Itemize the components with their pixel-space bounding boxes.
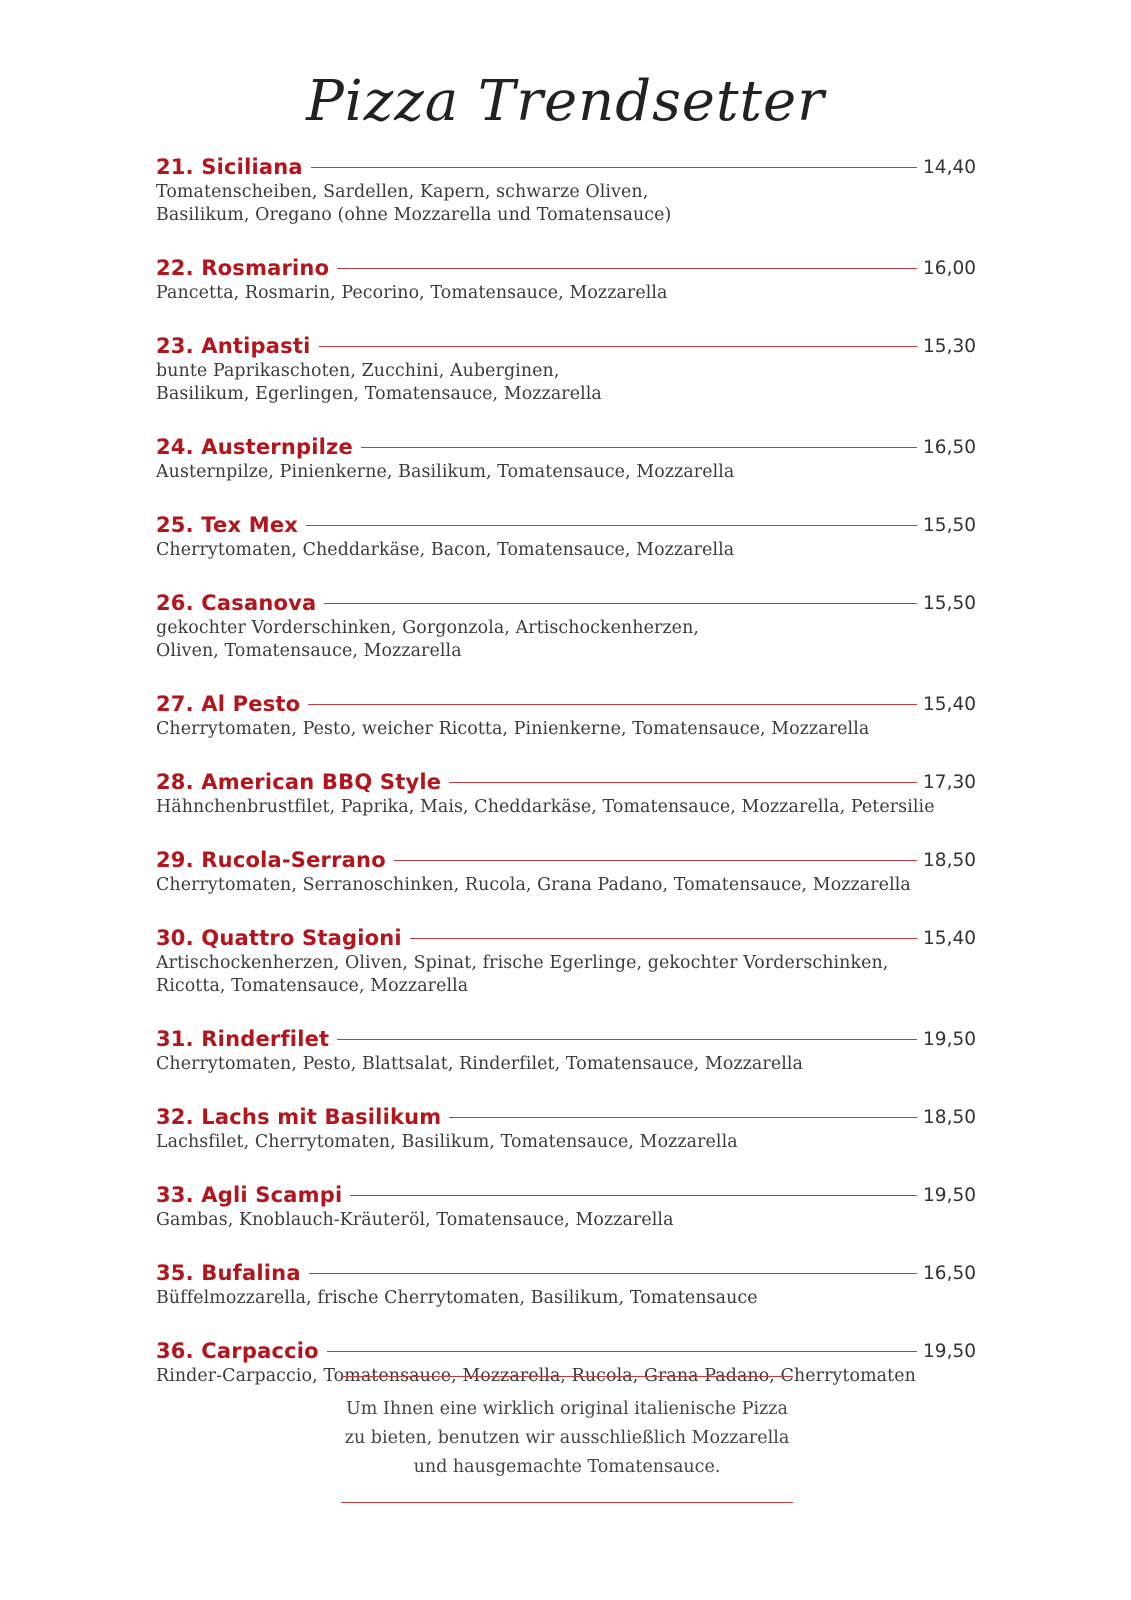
ingredients-line: Hähnchenbrustfilet, Paprika, Mais, Cheddarkäse, Tomatensauce, Mozzarella, Petersilie [156, 797, 935, 817]
menu-item [156, 253, 976, 305]
ingredients-line: Basilikum, Egerlingen, Tomatensauce, Mozzarella [156, 384, 602, 404]
pizza-ingredients [156, 461, 976, 484]
pizza-name: 22. Rosmarino [156, 256, 330, 280]
menu-item [156, 510, 976, 562]
dotted-leader-rule [449, 1117, 917, 1118]
ingredients-line: Büffelmozzarella, frische Cherrytomaten, Basilikum, Tomatensauce [156, 1288, 758, 1308]
dotted-leader-rule [308, 704, 917, 705]
pizza-price: 16,50 [923, 1262, 976, 1284]
pizza-name: 29. Rucola-Serrano [156, 848, 386, 872]
pizza-price: 16,00 [923, 257, 976, 279]
menu-item-header [156, 1258, 976, 1288]
ingredients-line: Lachsfilet, Cherrytomaten, Basilikum, Tomatensauce, Mozzarella [156, 1132, 738, 1152]
pizza-name: 24. Austernpilze [156, 435, 353, 459]
pizza-name: 32. Lachs mit Basilikum [156, 1105, 442, 1129]
ingredients-line: Basilikum, Oregano (ohne Mozzarella und Tomatensauce) [156, 205, 672, 225]
pizza-price: 18,50 [923, 1106, 976, 1128]
ingredients-line: Artischockenherzen, Oliven, Spinat, frische Egerlinge, gekochter Vorderschinken, [156, 953, 889, 973]
pizza-ingredients [156, 539, 976, 562]
menu-item [156, 432, 976, 484]
dotted-leader-rule [327, 1351, 917, 1352]
menu-item [156, 588, 976, 663]
dotted-leader-rule [350, 1195, 917, 1196]
menu-item-header [156, 1102, 976, 1132]
dotted-leader-rule [306, 525, 917, 526]
menu-item [156, 689, 976, 741]
note-line: und hausgemachte Tomatensauce. [413, 1457, 721, 1477]
pizza-ingredients [156, 718, 976, 741]
footer-note [341, 1376, 793, 1503]
menu-item-header [156, 923, 976, 953]
menu-list [156, 152, 976, 1414]
menu-item [156, 767, 976, 819]
pizza-name: 31. Rinderfilet [156, 1027, 330, 1051]
menu-item-header [156, 689, 976, 719]
menu-item [156, 1102, 976, 1154]
ingredients-line: Cherrytomaten, Pesto, Blattsalat, Rinderfilet, Tomatensauce, Mozzarella [156, 1054, 804, 1074]
pizza-ingredients [156, 874, 976, 897]
pizza-name: 26. Casanova [156, 591, 317, 615]
pizza-ingredients [156, 282, 976, 305]
menu-item-header [156, 1180, 976, 1210]
dotted-leader-rule [410, 938, 917, 939]
menu-item [156, 845, 976, 897]
menu-item-header [156, 845, 976, 875]
pizza-name: 35. Bufalina [156, 1261, 301, 1285]
pizza-ingredients [156, 1209, 976, 1232]
ingredients-line: Oliven, Tomatensauce, Mozzarella [156, 641, 462, 661]
pizza-price: 18,50 [923, 849, 976, 871]
pizza-price: 17,30 [923, 771, 976, 793]
ingredients-line: Ricotta, Tomatensauce, Mozzarella [156, 976, 469, 996]
pizza-ingredients [156, 952, 976, 998]
menu-item-header [156, 1336, 976, 1366]
pizza-name: 21. Siciliana [156, 155, 303, 179]
ingredients-line: Pancetta, Rosmarin, Pecorino, Tomatensauce, Mozzarella [156, 283, 668, 303]
menu-item-header [156, 1024, 976, 1054]
dotted-leader-rule [319, 346, 918, 347]
menu-item-header [156, 767, 976, 797]
pizza-ingredients [156, 1131, 976, 1154]
menu-item [156, 1024, 976, 1076]
menu-item [156, 152, 976, 227]
pizza-ingredients [156, 1287, 976, 1310]
pizza-name: 23. Antipasti [156, 334, 311, 358]
dotted-leader-rule [337, 1039, 917, 1040]
pizza-price: 15,30 [923, 335, 976, 357]
menu-item-header [156, 510, 976, 540]
ingredients-line: Rinder-Carpaccio, Tomatensauce, Mozzarella, Rucola, Grana Padano, Cherrytomaten [156, 1366, 916, 1386]
dotted-leader-rule [311, 167, 917, 168]
dotted-leader-rule [394, 860, 917, 861]
dotted-leader-rule [449, 782, 917, 783]
pizza-ingredients [156, 181, 976, 227]
dotted-leader-rule [337, 268, 917, 269]
dotted-leader-rule [309, 1273, 917, 1274]
menu-item [156, 331, 976, 406]
pizza-name: 28. American BBQ Style [156, 770, 442, 794]
pizza-ingredients [156, 617, 976, 663]
note-line: Um Ihnen eine wirklich original italienische Pizza [346, 1399, 788, 1419]
pizza-name: 36. Carpaccio [156, 1339, 319, 1363]
pizza-price: 15,40 [923, 693, 976, 715]
page-title: Pizza Trendsetter [306, 69, 825, 134]
pizza-price: 15,50 [923, 514, 976, 536]
pizza-name: 30. Quattro Stagioni [156, 926, 402, 950]
menu-item-header [156, 331, 976, 361]
ingredients-line: Cherrytomaten, Pesto, weicher Ricotta, Pinienkerne, Tomatensauce, Mozzarella [156, 719, 870, 739]
pizza-price: 14,40 [923, 156, 976, 178]
pizza-price: 15,50 [923, 592, 976, 614]
note-line: zu bieten, benutzen wir ausschließlich Mozzarella [344, 1428, 790, 1448]
pizza-ingredients [156, 360, 976, 406]
pizza-price: 15,40 [923, 927, 976, 949]
pizza-name: 27. Al Pesto [156, 692, 301, 716]
menu-item [156, 1258, 976, 1310]
ingredients-line: Cherrytomaten, Serranoschinken, Rucola, Grana Padano, Tomatensauce, Mozzarella [156, 875, 911, 895]
menu-item [156, 1180, 976, 1232]
pizza-name: 33. Agli Scampi [156, 1183, 343, 1207]
pizza-ingredients [156, 796, 976, 819]
pizza-price: 19,50 [923, 1340, 976, 1362]
ingredients-line: Cherrytomaten, Cheddarkäse, Bacon, Tomatensauce, Mozzarella [156, 540, 735, 560]
ingredients-line: Tomatenscheiben, Sardellen, Kapern, schwarze Oliven, [156, 182, 649, 202]
menu-item-header [156, 152, 976, 182]
ingredients-line: bunte Paprikaschoten, Zucchini, Auberginen, [156, 361, 560, 381]
dotted-leader-rule [361, 447, 917, 448]
pizza-price: 19,50 [923, 1184, 976, 1206]
ingredients-line: gekochter Vorderschinken, Gorgonzola, Artischockenherzen, [156, 618, 699, 638]
dotted-leader-rule [324, 603, 917, 604]
ingredients-line: Austernpilze, Pinienkerne, Basilikum, Tomatensauce, Mozzarella [156, 462, 735, 482]
menu-item-header [156, 253, 976, 283]
pizza-price: 16,50 [923, 436, 976, 458]
pizza-name: 25. Tex Mex [156, 513, 299, 537]
menu-item-header [156, 432, 976, 462]
menu-item [156, 923, 976, 998]
ingredients-line: Gambas, Knoblauch-Kräuteröl, Tomatensauce, Mozzarella [156, 1210, 674, 1230]
pizza-ingredients [156, 1053, 976, 1076]
menu-item-header [156, 588, 976, 618]
pizza-price: 19,50 [923, 1028, 976, 1050]
